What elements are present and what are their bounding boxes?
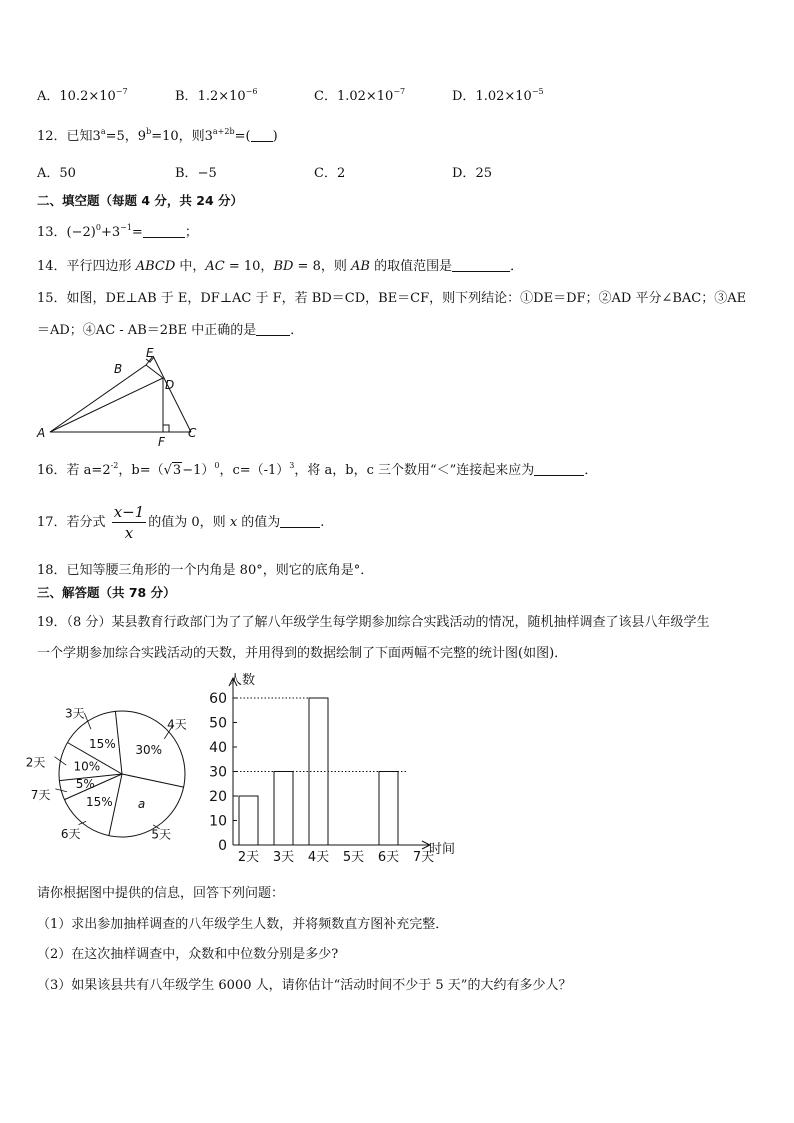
bar-6天 xyxy=(379,772,398,846)
q14-stem: 14．平行四边形 ABCD 中，AC = 10，BD = 8，则 AB 的取值范围是 ． xyxy=(37,259,524,274)
q17-answer-blank[interactable] xyxy=(280,515,320,528)
q12-stem: 12．已知$3^a=5$，$9^b=10$，则$3^{a+2b}=$( ) xyxy=(37,127,278,144)
segment-ec xyxy=(153,356,191,432)
q13-stem: 13．$(-2)^0+3^{-1}=$ ； xyxy=(37,223,198,240)
q13-answer-blank[interactable] xyxy=(143,225,185,238)
q16-answer-blank[interactable] xyxy=(534,463,584,476)
y-tick-label: 60 xyxy=(209,691,227,707)
q11-option-d: D．$1.02\times 10^{-5}$ xyxy=(452,87,544,104)
y-tick-label: 20 xyxy=(209,789,227,805)
segment-ab xyxy=(50,365,146,432)
q14-answer-blank[interactable] xyxy=(452,259,510,272)
x-axis-label: 时间 xyxy=(429,842,456,857)
q15-line2: ＝AD；④AC - AB＝2BE 中正确的是 ． xyxy=(37,323,304,338)
point-e-label: E xyxy=(146,346,154,360)
x-tick-label: 6天 xyxy=(377,850,400,865)
point-a-label: A xyxy=(37,426,46,440)
x-tick-label: 5天 xyxy=(342,850,365,865)
right-angle-mark-f xyxy=(163,425,169,432)
q12-option-b: B．−5 xyxy=(175,166,217,181)
pie-category-label: 7天 xyxy=(30,788,51,803)
section-answer-title: 三、解答题（共 78 分） xyxy=(37,585,176,600)
pie-slice-label: 15% xyxy=(86,794,113,809)
bar-chart xyxy=(205,670,465,865)
pie-slice-label: 15% xyxy=(89,736,116,751)
q19-sub-1: （1）求出参加抽样调查的八年级学生人数，并将频数直方图补充完整． xyxy=(37,917,449,932)
pie-category-tick xyxy=(55,757,67,765)
x-tick-label: 4天 xyxy=(307,850,330,865)
pie-slice-label: 5% xyxy=(75,776,95,791)
q12-answer-blank[interactable] xyxy=(251,129,273,142)
q19-sub-2: （2）在这次抽样调查中，众数和中位数分别是多少? xyxy=(37,947,339,962)
q12-option-a: A．50 xyxy=(37,166,76,181)
pie-category-label: 4天 xyxy=(167,717,187,732)
y-tick-label: 0 xyxy=(218,838,227,854)
pie-category-tick xyxy=(84,713,91,729)
q17-fraction: $\frac{x-1}{x}$ xyxy=(113,503,145,542)
pie-slice-label: 10% xyxy=(73,759,101,774)
pie-category-label: 6天 xyxy=(60,826,81,841)
point-c-label: C xyxy=(188,426,197,440)
pie-slice-boundary xyxy=(122,774,184,787)
x-tick-label: 3天 xyxy=(272,850,295,865)
section-fill-in-title: 二、填空题（每题 4 分，共 24 分） xyxy=(37,193,244,208)
pie-category-tick xyxy=(79,821,87,824)
pie-category-label: 5天 xyxy=(151,827,172,842)
y-axis-label: 人数 xyxy=(229,673,256,688)
y-tick-label: 40 xyxy=(209,740,227,756)
x-tick-label: 7天 xyxy=(412,850,435,865)
y-tick-label: 10 xyxy=(209,813,227,830)
q17-stem: 17．若分式 $\frac{x-1}{x}$ 的值为 0，则 x 的值为 . xyxy=(37,503,325,542)
pie-category-label: 3天 xyxy=(64,706,85,721)
pie-slice-boundary xyxy=(115,711,122,774)
q11-option-a: A．$10.2\times 10^{-7}$ xyxy=(37,87,128,104)
q16-stem: 16．若 $a=2^{-2}$，$b=(√3-1)^0$，$c=(-1)^3$，将 a，b，c 三个数用“＜”连接起来应为 ． xyxy=(37,461,598,478)
point-f-label: F xyxy=(158,435,165,449)
bar-3天 xyxy=(274,772,293,846)
x-tick-label: 2天 xyxy=(237,850,260,865)
pie-slice-label: a xyxy=(137,797,146,812)
q19-line2: 一个学期参加综合实践活动的天数，并用得到的数据绘制了下面两幅不完整的统计图(如图)． xyxy=(37,646,568,661)
q15-answer-blank[interactable] xyxy=(256,323,290,336)
point-b-label: B xyxy=(114,362,123,376)
q12-option-d: D．25 xyxy=(452,166,492,181)
bar-2天 xyxy=(239,796,258,845)
q11-option-c: C．$1.02\times 10^{-7}$ xyxy=(314,87,406,104)
pie-chart xyxy=(25,702,200,850)
q19-sub-3: （3）如果该县共有八年级学生 6000 人，请你估计“活动时间不少于 5 天”的大约有多少人？ xyxy=(37,978,572,993)
y-tick-label: 50 xyxy=(209,715,227,732)
q11-option-b: B．$1.2\times 10^{-6}$ xyxy=(175,87,258,104)
pie-category-label: 2天 xyxy=(25,755,46,770)
q15-triangle-figure xyxy=(34,345,214,450)
q15-line1: 15．如图，DE⊥AB 于 E，DF⊥AC 于 F，若 BD＝CD，BE＝CF，则下列结论：①DE＝DF；②AD 平分∠BAC；③AE xyxy=(37,291,747,306)
q19-instruction: 请你根据图中提供的信息，回答下列问题： xyxy=(37,886,285,901)
q19-line1: 19．（8 分）某县教育行政部门为了了解八年级学生每学期参加综合实践活动的情况，随机抽样调查了该县八年级学生 xyxy=(37,615,710,630)
q12-option-c: C．2 xyxy=(314,166,346,181)
q18-stem: 18．已知等腰三角形的一个内角是 80°，则它的底角是°． xyxy=(37,563,374,578)
pie-slice-label: 30% xyxy=(135,742,163,757)
segment-ad xyxy=(50,378,163,432)
point-d-label: D xyxy=(165,378,175,392)
y-tick-label: 30 xyxy=(209,764,227,781)
